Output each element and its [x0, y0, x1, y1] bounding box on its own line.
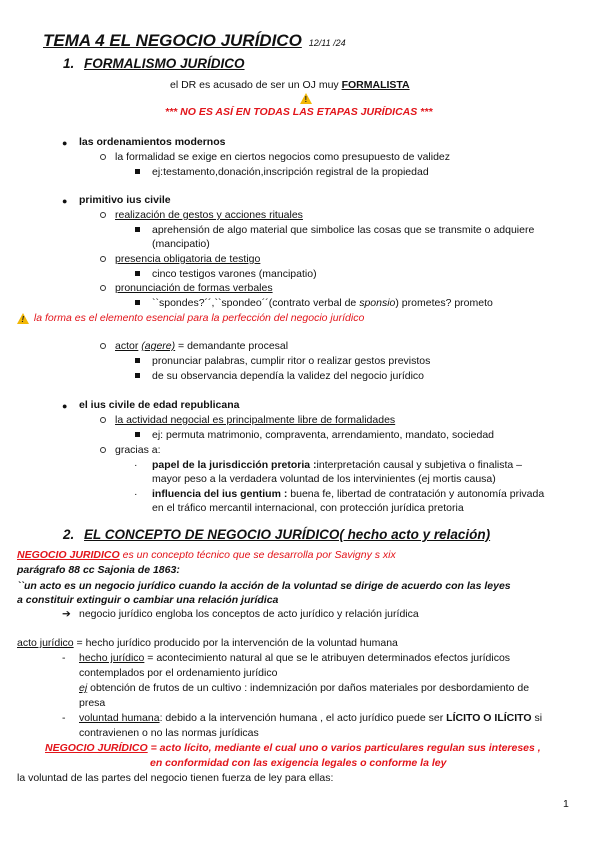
modern-heading: las ordenamientos modernos — [79, 136, 226, 148]
paragrafo-line: parágrafo 88 cc Sajonia de 1863: — [17, 564, 180, 576]
dash-bullet-icon: · — [134, 459, 138, 471]
gracias-item-2-cont: en el tráfico mercantil internacional, con protección jurídica pretoria — [152, 502, 464, 514]
section-1-heading — [63, 57, 245, 71]
gracias-item-1: papel de la jurisdicción pretoria :interpretación causal y subjetiva o finalista – — [152, 459, 522, 471]
warning-icon — [17, 313, 29, 324]
arrow-icon: ➔ — [62, 608, 71, 620]
actor-item-2: de su observancia dependía la validez del negocio jurídico — [152, 370, 425, 382]
section-1-title: FORMALISMO JURÍDICO — [84, 56, 245, 71]
modern-sub: la formalidad se exige en ciertos negocios como presupuesto de validez — [115, 151, 451, 163]
modern-example: ej:testamento,donación,inscripción registral de la propiedad — [152, 166, 429, 178]
bullet-dot-icon: ● — [62, 401, 68, 411]
voluntad-humana-cont: contravienen o no las normas jurídicas — [79, 727, 259, 739]
section-2-heading — [63, 528, 490, 542]
section-1-number: 1. — [63, 56, 75, 71]
quote-line-1: ``un acto es un negocio jurídico cuando la acción de la voluntad se dirige de acuerdo con las leyes — [17, 580, 511, 592]
square-bullet-icon — [135, 169, 140, 174]
gracias-item-1-cont: mayor peso a la verdadera voluntad de los intervinientes (ej mortis causa) — [152, 473, 496, 485]
actor-line: actor (agere) = demandante procesal — [115, 340, 289, 352]
primitivo-sub2-item: cinco testigos varones (mancipatio) — [152, 268, 317, 280]
republicana-heading: el ius civile de edad republicana — [79, 399, 240, 411]
square-bullet-icon — [135, 300, 140, 305]
section-2-number: 2. — [63, 527, 75, 542]
warning-essential-line: ! la forma es el elemento esencial para la perfección del negocio jurídico — [17, 311, 364, 325]
primitivo-sub2: presencia obligatoria de testigo — [115, 253, 261, 265]
square-bullet-icon — [135, 358, 140, 363]
primitivo-sub1: realización de gestos y acciones rituales — [115, 209, 303, 221]
square-bullet-icon — [135, 227, 140, 232]
warning-icon — [300, 91, 312, 105]
republicana-sub2: gracias a: — [115, 444, 161, 456]
intro-text: el DR es acusado de ser un OJ muy — [170, 79, 342, 91]
square-bullet-icon — [135, 432, 140, 437]
page-title: TEMA 4 EL NEGOCIO JURÍDICO — [43, 31, 302, 50]
circle-bullet-icon — [100, 154, 106, 160]
square-bullet-icon — [135, 373, 140, 378]
hecho-juridico-line: hecho jurídico = acontecimiento natural al que se le atribuyen determinados efectos jurídicos — [79, 652, 511, 664]
last-line: la voluntad de las partes del negocio tienen fuerza de ley para ellas: — [17, 772, 334, 784]
dash-bullet-icon: - — [62, 712, 66, 724]
section-2-title: EL CONCEPTO DE NEGOCIO JURÍDICO( hecho acto y relación) — [84, 527, 491, 542]
page-title-line — [43, 31, 346, 50]
square-bullet-icon — [135, 271, 140, 276]
circle-bullet-icon — [100, 343, 106, 349]
hecho-example-cont: presa — [79, 697, 106, 709]
hecho-example: ej obtención de frutos de un cultivo : indemnización por daños materiales por desbordamiento de — [79, 682, 530, 694]
actor-item-1: pronunciar palabras, cumplir ritor o realizar gestos previstos — [152, 355, 431, 367]
dash-bullet-icon: · — [134, 488, 138, 500]
primitivo-sub1-item-cont: (mancipatio) — [152, 238, 210, 250]
primitivo-sub1-item: aprehensión de algo material que simbolice las cosas que se transmite o adquiere — [152, 224, 535, 236]
primitivo-sub3-item: ``spondes?´´,``spondeo´´(contrato verbal de sponsio) prometes? prometo — [152, 297, 493, 309]
page-date: 12/11 /24 — [308, 38, 346, 48]
acto-juridico-line: acto jurídico = hecho jurídico producido por la intervención de la voluntad humana — [17, 637, 398, 649]
circle-bullet-icon — [100, 212, 106, 218]
circle-bullet-icon — [100, 417, 106, 423]
gracias-item-2: influencia del ius gentium : buena fe, libertad de contratación y autonomía privada — [152, 488, 545, 500]
circle-bullet-icon — [100, 447, 106, 453]
circle-bullet-icon — [100, 285, 106, 291]
republicana-sub1-item: ej: permuta matrimonio, compraventa, arrendamiento, mandato, sociedad — [152, 429, 495, 441]
negocio-juridico-red-def-cont: en conformidad con las exigencia legales o conforme la ley — [150, 757, 447, 769]
republicana-sub1: la actividad negocial es principalmente libre de formalidades — [115, 414, 396, 426]
arrow-item: negocio jurídico engloba los conceptos de acto jurídico y relación jurídica — [79, 608, 419, 620]
hecho-juridico-cont: contemplados por el ordenamiento jurídico — [79, 667, 278, 679]
warning-red-line: *** NO ES ASÍ EN TODAS LAS ETAPAS JURÍDICAS *** — [165, 106, 433, 118]
bullet-dot-icon: ● — [62, 138, 68, 148]
quote-line-2: a constituir extinguir o cambiar una relación jurídica — [17, 594, 279, 606]
negocio-definition-savigny: NEGOCIO JURIDICO es un concepto técnico que se desarrolla por Savigny s xix — [17, 549, 396, 561]
primitivo-sub3: pronunciación de formas verbales — [115, 282, 273, 294]
page-number: 1 — [563, 798, 569, 810]
formalism-intro — [170, 78, 410, 92]
bullet-dot-icon: ● — [62, 196, 68, 206]
voluntad-humana-line: voluntad humana: debido a la intervención humana , el acto jurídico puede ser LÍCITO O ILÍCITO si — [79, 712, 543, 724]
circle-bullet-icon — [100, 256, 106, 262]
primitivo-heading: primitivo ius civile — [79, 194, 171, 206]
dash-bullet-icon: - — [62, 652, 66, 664]
intro-bold: FORMALISTA — [341, 79, 410, 91]
negocio-juridico-red-def: NEGOCIO JURÍDICO = acto lícito, mediante el cual uno o varios particulares regulan sus intereses , — [45, 742, 541, 754]
